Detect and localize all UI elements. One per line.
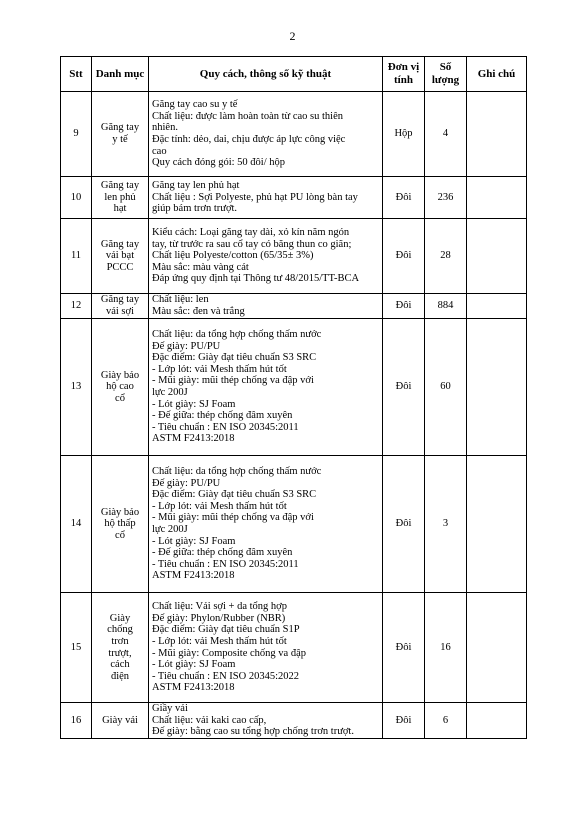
cell-line: Găng tay [100,122,140,134]
cell-line: Quy cách đóng gói: 50 đôi/ hộp [152,157,285,169]
cell-unit: Đôi [383,319,425,456]
cell-line: Chất liệu: vải kaki cao cấp, [152,714,267,726]
cell-stt: 15 [61,593,92,703]
table-body [61,92,527,739]
cell-line: cổ [115,392,125,404]
cell-line: Chất liệu Polyeste/cotton (65/35± 3%) [152,250,314,262]
cell-line: Giày vải [102,714,138,726]
cell-stt: 11 [61,219,92,294]
cell-category [92,593,149,703]
cell-line: cổ [115,529,125,541]
cell-line: Đế giày: Phylon/Rubber (NBR) [152,612,286,624]
cell-note [467,456,527,593]
cell-line: Giày bảo [100,506,140,518]
cell-line: lực 200J [152,524,188,535]
cell-line: Đáp ứng quy định tại Thông tư 48/2015/TT-BCA [152,273,360,285]
cell-note [467,319,527,456]
spec-table [60,56,527,739]
cell-line: - Đế giữa: thép chống đâm xuyên [152,547,293,559]
cell-line: - Lót giày: SJ Foam [152,398,236,410]
cell-qty: 28 [425,219,467,294]
cell-line: Đặc điểm: Giày đạt tiêu chuẩn S3 SRC [152,352,317,364]
header-unit: Đơn vị tính [383,57,425,92]
cell-line: PCCC [106,261,134,273]
cell-spec [149,92,383,177]
cell-line: ASTM F2413:2018 [152,570,235,582]
cell-stt: 16 [61,703,92,739]
cell-stt: 9 [61,92,92,177]
cell-line: Đặc điểm: Giày đạt tiêu chuẩn S1P [152,624,300,636]
cell-line: cách [110,659,130,671]
cell-unit: Đôi [383,456,425,593]
cell-unit: Đôi [383,177,425,219]
cell-line: Kiểu cách: Loại găng tay dài, xỏ kín năm ngón [152,227,350,239]
cell-line: Chất liệu: da tổng hợp chống thấm nước [152,466,322,478]
cell-category [92,319,149,456]
cell-line: ASTM F2413:2018 [152,433,235,445]
cell-line: - Tiêu chuẩn : EN ISO 20345:2022 [152,670,299,682]
cell-line: giúp bám trơn trượt. [152,203,238,215]
table-row [61,703,527,739]
cell-note [467,219,527,294]
cell-line: Màu sắc: đen và trắng [152,306,245,317]
table-row [61,294,527,319]
cell-line: Găng tay [100,180,140,192]
cell-category [92,219,149,294]
cell-line: - Mũi giày: mũi thép chống va đập với [152,375,314,387]
cell-line: Đặc tính: dẻo, dai, chịu được áp lực công việc [152,134,346,145]
cell-line: hạt [113,203,127,215]
cell-line: tay, từ trước ra sau cổ tay có băng thun co giãn; [152,238,352,250]
cell-line: hộ thấp [104,518,136,530]
cell-note [467,177,527,219]
cell-line: hộ cao [106,381,134,393]
cell-line: - Lớp lót: vải Mesh thấm hút tốt [152,635,287,647]
cell-line: y tế [112,134,128,145]
cell-line: Găng tay len phủ hạt [152,180,240,192]
table-row [61,319,527,456]
cell-line: Đế giày: bằng cao su tổng hợp chống trơn trượt. [152,726,354,738]
cell-category [92,177,149,219]
cell-category [92,703,149,739]
cell-line: Đặc điểm: Giày đạt tiêu chuẩn S3 SRC [152,489,317,501]
cell-spec [149,219,383,294]
table-row [61,593,527,703]
cell-spec [149,177,383,219]
cell-line: Chất liệu: Vải sợi + da tổng hợp [152,601,287,613]
cell-line: cao [152,145,167,157]
cell-line: Găng tay cao su y tế [152,99,238,111]
page-number: 2 [289,29,296,43]
cell-category [92,294,149,319]
cell-line: - Lớp lót: vải Mesh thấm hút tốt [152,500,287,512]
cell-qty: 884 [425,294,467,319]
cell-unit: Đôi [383,219,425,294]
cell-spec [149,703,383,739]
cell-unit: Đôi [383,294,425,319]
cell-qty: 16 [425,593,467,703]
cell-line: - Tiêu chuẩn : EN ISO 20345:2011 [152,558,299,570]
cell-unit: Đôi [383,703,425,739]
cell-qty: 4 [425,92,467,177]
cell-line: vải sợi [105,306,134,317]
cell-qty: 3 [425,456,467,593]
cell-line: len phủ [104,191,136,203]
header-qty: Số lượng [425,57,467,92]
cell-line: Màu sắc: màu vàng cát [152,261,249,273]
cell-spec [149,294,383,319]
cell-category [92,92,149,177]
cell-unit: Hộp [383,92,425,177]
header-note: Ghi chú [467,57,527,92]
cell-line: Đế giày: PU/PU [152,477,221,489]
header-category: Danh mục [92,57,149,92]
cell-line: chống [107,624,133,636]
cell-line: - Lớp lót: vải Mesh thấm hút tốt [152,363,287,375]
cell-line: Chất liệu: được làm hoàn toàn từ cao su thiên [152,110,344,122]
cell-note [467,593,527,703]
cell-line: Chất liệu : Sợi Polyeste, phủ hạt PU lòng bàn tay [152,191,358,203]
cell-stt: 14 [61,456,92,593]
header-stt: Stt [61,57,92,92]
cell-stt: 13 [61,319,92,456]
cell-line: trơn [111,635,129,647]
cell-line: Găng tay [100,238,140,250]
cell-line: Găng tay [100,294,140,306]
cell-line: Giày bảo [100,369,140,381]
cell-line: Chất liệu: len [152,294,209,306]
cell-line: - Đế giữa: thép chống đâm xuyên [152,410,293,422]
table-row [61,219,527,294]
cell-category [92,456,149,593]
table-row [61,456,527,593]
cell-note [467,294,527,319]
cell-line: Giày [109,612,131,624]
table-row [61,92,527,177]
table-row [61,177,527,219]
cell-line: trượt, [108,647,132,659]
cell-qty: 236 [425,177,467,219]
cell-line: vải bạt [105,250,135,262]
cell-line: - Lót giày: SJ Foam [152,535,236,547]
cell-line: - Mũi giày: mũi thép chống va đập với [152,512,314,524]
cell-line: - Mũi giày: Composite chống va đập [152,647,306,659]
cell-spec [149,319,383,456]
cell-line: lực 200J [152,387,188,398]
cell-unit: Đôi [383,593,425,703]
cell-qty: 6 [425,703,467,739]
cell-line: - Tiêu chuẩn : EN ISO 20345:2011 [152,421,299,433]
cell-note [467,703,527,739]
cell-qty: 60 [425,319,467,456]
cell-note [467,92,527,177]
cell-stt: 10 [61,177,92,219]
cell-spec [149,456,383,593]
cell-line: nhiên. [152,122,178,134]
cell-line: Đế giày: PU/PU [152,340,221,352]
cell-line: Giầy vải [152,703,188,714]
cell-spec [149,593,383,703]
cell-line: - Lót giày: SJ Foam [152,659,236,671]
cell-stt: 12 [61,294,92,319]
cell-line: điện [110,670,130,682]
table-header-row [61,57,527,92]
header-spec: Quy cách, thông số kỹ thuật [149,57,383,92]
cell-line: Chất liệu: da tổng hợp chống thấm nước [152,329,322,341]
cell-line: ASTM F2413:2018 [152,682,235,694]
